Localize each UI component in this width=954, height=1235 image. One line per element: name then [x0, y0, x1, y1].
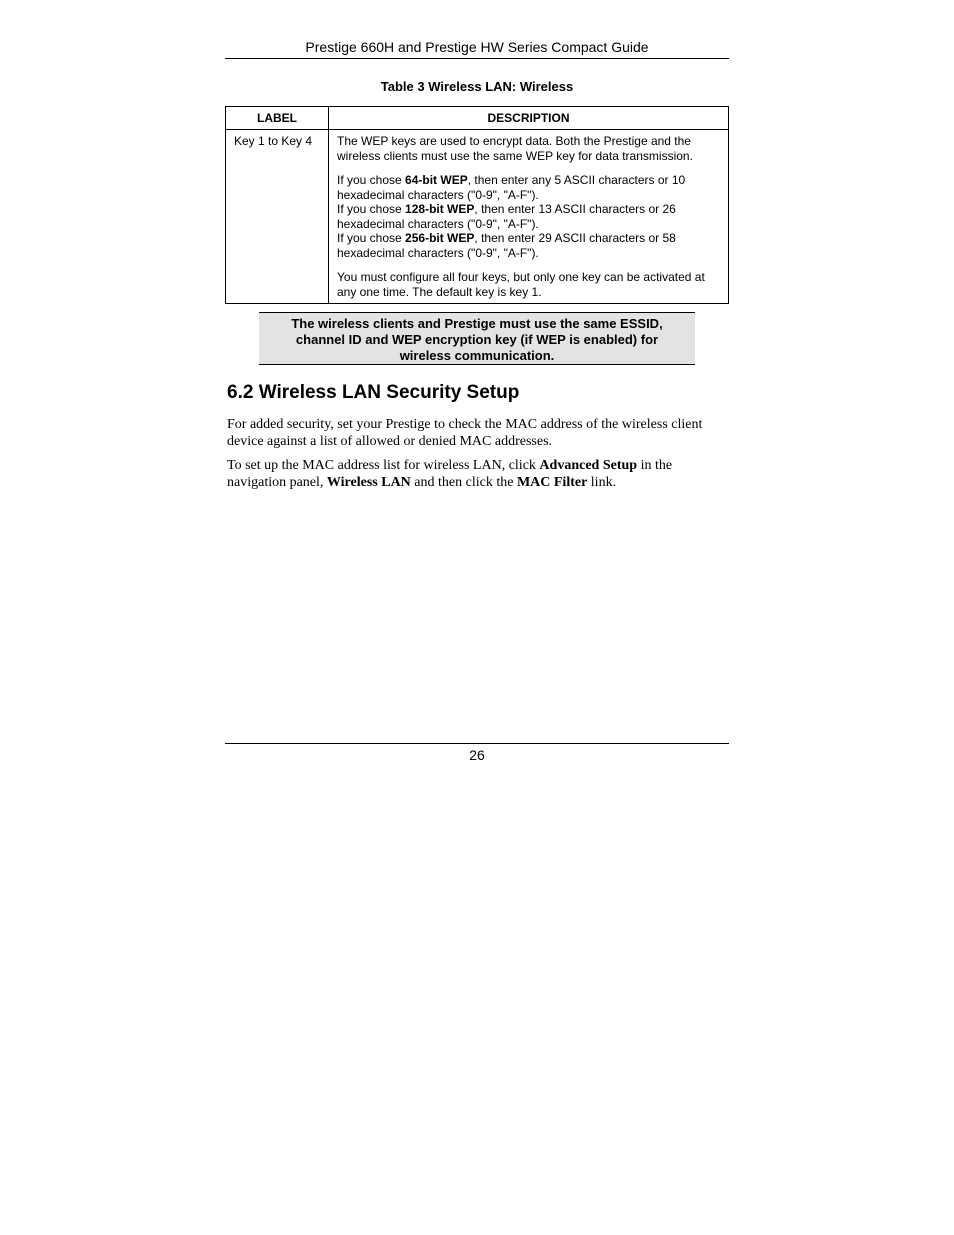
option-64-post: , then enter any 5 ASCII characters or 10 hexadecimal characters ("0-9", "A-F").: [337, 173, 686, 202]
option-64-bold: 64-bit WEP: [405, 173, 468, 187]
note-line-1: The wireless clients and Prestige must use the same ESSID,: [291, 316, 663, 331]
header-rule: [225, 58, 729, 59]
column-header-description: DESCRIPTION: [329, 107, 729, 130]
description-options: [337, 173, 720, 260]
option-256-bold: 256-bit WEP: [405, 231, 475, 245]
option-256-post: , then enter 29 ASCII characters or 58 hexadecimal characters ("0-9", "A-F").: [337, 231, 676, 260]
wireless-lan-term: Wireless LAN: [326, 475, 411, 490]
option-256-pre: If you chose: [337, 231, 406, 245]
running-header: Prestige 660H and Prestige HW Series Compact Guide: [305, 39, 649, 55]
para2-text-4: link.: [587, 475, 617, 490]
option-64-pre: If you chose: [337, 173, 406, 187]
table-caption: Table 3 Wireless LAN: Wireless: [380, 79, 574, 94]
section-paragraph-1: For added security, set your Prestige to check the MAC address of the wireless client device against a list of allowed or denied MAC addresses.: [227, 417, 703, 449]
option-128-post: , then enter 13 ASCII characters or 26 hexadecimal characters ("0-9", "A-F").: [337, 202, 676, 231]
row-description: [329, 130, 729, 304]
wireless-lan-table: [225, 106, 729, 304]
column-header-label: LABEL: [226, 107, 329, 130]
footer-rule: [225, 743, 729, 744]
description-intro: The WEP keys are used to encrypt data. Both the Prestige and the wireless clients must use the same WEP key for data transmission.: [337, 134, 693, 163]
row-label: Key 1 to Key 4: [226, 130, 329, 304]
table-header-row: [226, 107, 729, 130]
para2-text-3: and then click the: [410, 475, 517, 490]
note-line-2: channel ID and WEP encryption key (if WEP is enabled) for: [295, 332, 659, 347]
mac-filter-term: MAC Filter: [516, 475, 588, 490]
table-row: [226, 130, 729, 304]
description-closing: You must configure all four keys, but only one key can be activated at any one time. The default key is key 1.: [337, 270, 705, 299]
note-box: [259, 312, 695, 365]
note-line-3: wireless communication.: [399, 348, 555, 363]
advanced-setup-term: Advanced Setup: [539, 458, 638, 473]
section-paragraph-2: [227, 457, 717, 491]
page-number: 26: [469, 747, 485, 763]
section-heading: 6.2 Wireless LAN Security Setup: [227, 382, 520, 403]
para2-text-1: To set up the MAC address list for wireless LAN, click: [227, 458, 540, 473]
option-128-bold: 128-bit WEP: [405, 202, 475, 216]
option-128-pre: If you chose: [337, 202, 406, 216]
para2-text-2: in the navigation panel,: [227, 458, 673, 490]
